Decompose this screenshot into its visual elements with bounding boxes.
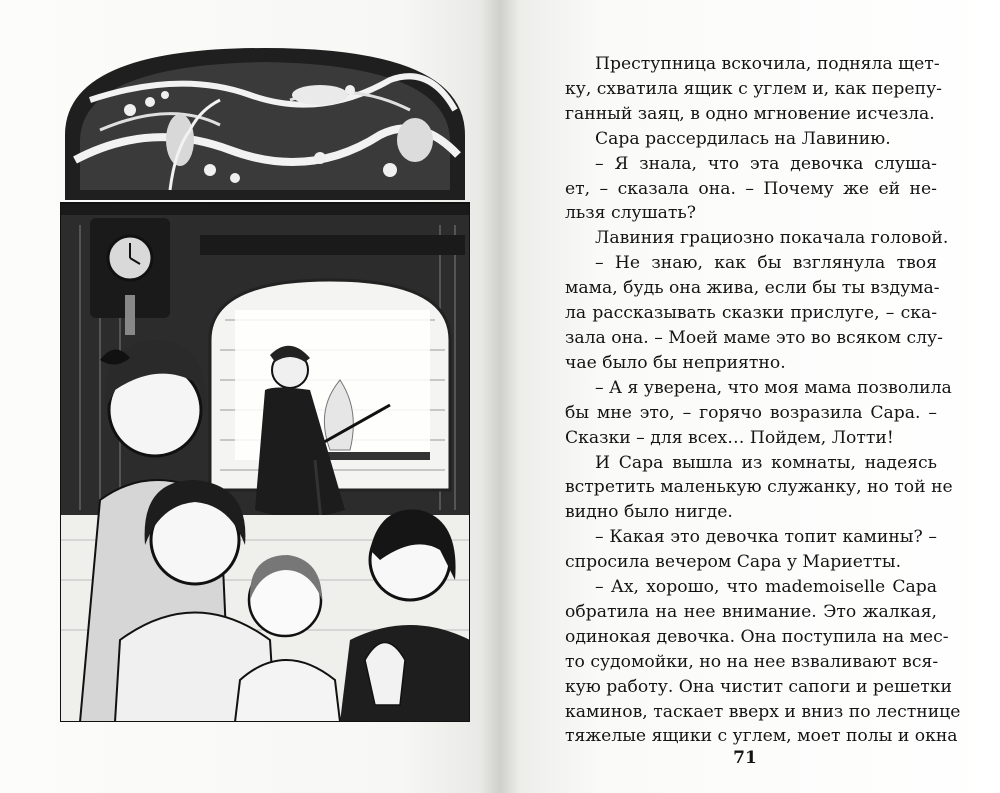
text-line: – А я уверена, что моя мама позволила	[595, 377, 952, 398]
text-line: каминов, таскает вверх и вниз по лестнице	[565, 701, 961, 722]
text-line: – Ах, хорошо, что mademoiselle Сара	[595, 577, 937, 598]
text-line: встретить маленькую служанку, но той не	[565, 477, 953, 498]
text-line: видно было нигде.	[565, 502, 733, 523]
text-line: Преступница вскочила, подняла щет-	[595, 54, 940, 74]
text-line: ганный заяц, в одно мгновение исчезла.	[565, 103, 935, 124]
text-line: спросила вечером Сара у Мариетты.	[565, 552, 902, 573]
text-line: чае было бы неприятно.	[565, 352, 786, 373]
text-line: ет, – сказала она. – Почему же ей не-	[565, 178, 937, 199]
text-line: – Не знаю, как бы взглянула твоя	[595, 253, 937, 274]
text-line: кую работу. Она чистит сапоги и решетки	[565, 676, 952, 697]
page-number: 71	[733, 748, 757, 768]
text-line: Лавиния грациозно покачала головой.	[595, 228, 949, 249]
illustration-drawing	[60, 40, 470, 722]
text-line: бы мне это, – горячо возразила Сара. –	[565, 402, 937, 423]
text-line: ку, схватила ящик с углем и, как перепу-	[565, 78, 942, 99]
text-line: – Я знала, что эта девочка слуша-	[595, 153, 937, 174]
text-line: мама, будь она жива, если бы ты вздума-	[565, 278, 940, 299]
text-line: тяжелые ящики с углем, моет полы и окна	[565, 726, 958, 747]
text-line: обратила на нее внимание. Это жалкая,	[565, 601, 937, 622]
text-line: Сказки – для всех… Пойдем, Лотти!	[565, 427, 894, 448]
text-line: одинокая девочка. Она поступила на мес-	[565, 626, 949, 647]
book-illustration	[60, 40, 470, 722]
text-line: то судомойки, но на нее взваливают вся-	[565, 651, 939, 672]
text-line: – Какая это девочка топит камины? –	[595, 527, 937, 548]
text-line: И Сара вышла из комнаты, надеясь	[595, 452, 937, 473]
text-line: зала она. – Моей маме это во всяком слу-	[565, 327, 943, 348]
page-text	[565, 52, 961, 749]
text-line: Сара рассердилась на Лавинию.	[595, 128, 891, 149]
text-line: льзя слушать?	[565, 203, 696, 224]
text-line: ла рассказывать сказки прислуге, – ска-	[565, 303, 937, 324]
